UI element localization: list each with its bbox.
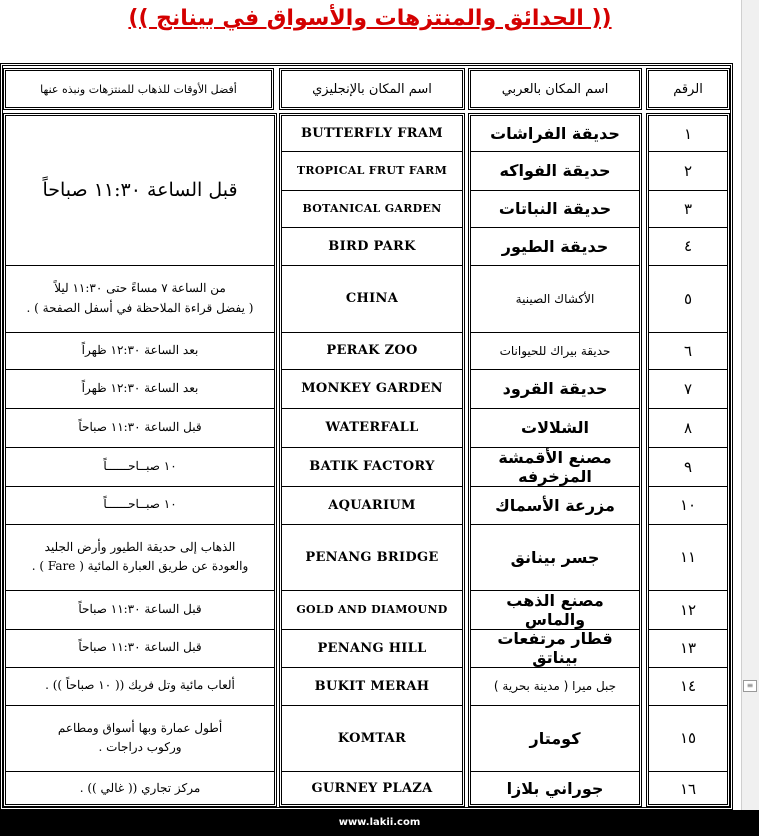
footer-url: www.lakii.com [0, 810, 759, 836]
time-row-12: قبل الساعة ١١:٣٠ صباحاً [78, 601, 202, 616]
row-number: ١١ [679, 548, 697, 566]
time-row-16: مركز تجاري (( غالي )) . [79, 780, 201, 795]
time-row-13: قبل الساعة ١١:٣٠ صباحاً [78, 640, 202, 655]
time-line: أطول عمارة وبها أسواق ومطاعم [57, 720, 223, 735]
row-number: ٣ [683, 199, 693, 218]
row-arabic-name: حديقة الفواكه [499, 161, 611, 180]
header-arabic-name: اسم المكان بالعربي [468, 68, 642, 110]
vertical-scrollbar[interactable] [741, 0, 759, 836]
row-english-name: CHINA [345, 291, 399, 306]
row-english-name: TROPICAL FRUT FARM [296, 164, 448, 177]
row-number: ٤ [683, 237, 693, 255]
time-row-11 [6, 524, 274, 590]
row-number: ١٥ [679, 729, 697, 747]
row-number: ١٢ [679, 600, 697, 619]
row-english-name: PENANG BRIDGE [305, 549, 439, 565]
row-arabic-name: حديقة القرود [502, 379, 608, 398]
row-english-name: BUKIT MERAH [314, 678, 430, 694]
row-english-name: PENANG HILL [317, 640, 427, 656]
row-english-name: WATERFALL [325, 420, 419, 435]
row-number: ٨ [683, 418, 693, 437]
row-arabic-name: الشلالات [521, 418, 589, 437]
row-arabic-name: جسر بينانق [510, 547, 600, 567]
row-english-name: BIRD PARK [328, 238, 416, 254]
time-row-9: ١٠ صبــاحــــــاً [103, 458, 177, 473]
row-arabic-name: مزرعة الأسماك [495, 495, 615, 515]
row-english-name: PERAK ZOO [326, 343, 418, 358]
row-number: ١٤ [679, 677, 697, 695]
row-arabic-name: حديقة الفراشات [490, 124, 620, 143]
time-line: والعودة عن طريق العبارة المائية ( Fare ) . [31, 559, 249, 573]
header-best-time: أفضل الأوقات للذهاب للمنتزهات ونبذه عنها [3, 68, 274, 110]
row-number: ٢ [683, 161, 693, 180]
row-english-name: GOLD AND DIAMOUND [296, 603, 448, 616]
time-line: وركوب دراجات . [98, 740, 182, 754]
row-number: ٥ [683, 289, 693, 308]
time-row-15 [6, 705, 274, 771]
row-number: ٩ [683, 457, 693, 476]
scroll-page-icon[interactable]: ≡ [743, 680, 757, 692]
time-row-1-4: قبل الساعة ١١:٣٠ صباحاً [42, 179, 238, 202]
row-arabic-name: حديقة الطيور [501, 236, 609, 256]
time-line: ( يفضل قراءة الملاحظة في أسفل الصفحة ) . [26, 300, 254, 315]
row-number: ١٠ [679, 496, 697, 514]
time-line: الذهاب إلى حديقة الطيور وأرض الجليد [44, 539, 236, 554]
row-number: ١٣ [679, 639, 697, 657]
row-number: ٦ [683, 341, 693, 360]
time-row-14: ألعاب مائية وتل فريك (( ١٠ صباحاً )) . [45, 678, 235, 693]
row-arabic-name: حديقة النباتات [498, 199, 612, 218]
row-arabic-name: جبل ميرا ( مدينة بحرية ) [493, 679, 617, 693]
row-english-name: KOMTAR [337, 730, 407, 746]
row-english-name: GURNEY PLAZA [311, 781, 433, 796]
row-number: ٧ [683, 379, 693, 398]
header-english-name: اسم المكان بالإنجليزي [279, 68, 465, 110]
row-arabic-name: مصنع الأقمشة المزخرفه [498, 447, 612, 486]
page-title: (( الحدائق والمنتزهات والأسواق في بينانج )) [128, 6, 612, 31]
row-arabic-name: حديقة بيراك للحيوانات [499, 343, 611, 358]
row-english-name: BOTANICAL GARDEN [302, 202, 442, 215]
row-arabic-name: مصنع الذهب والماس [506, 590, 604, 629]
time-row-7: بعد الساعة ١٢:٣٠ ظهراً [81, 380, 199, 395]
header-number: الرقم [646, 68, 730, 110]
row-number: ١ [683, 124, 693, 143]
row-english-name: AQUARIUM [328, 497, 416, 513]
time-row-6: بعد الساعة ١٢:٣٠ ظهراً [81, 342, 199, 357]
time-row-5 [6, 265, 274, 332]
row-arabic-name: قطار مرتفعات بيناتق [497, 629, 613, 667]
time-line: من الساعة ٧ مساءً حتى ١١:٣٠ ليلاً [54, 281, 226, 296]
row-arabic-name: كومتار [529, 728, 581, 748]
time-row-8: قبل الساعة ١١:٣٠ صباحاً [78, 419, 202, 434]
time-row-10: ١٠ صبــاحــــــاً [103, 497, 177, 512]
row-number: ١٦ [679, 779, 697, 798]
row-arabic-name: الأكشاك الصينية [515, 291, 595, 306]
row-english-name: MONKEY GARDEN [301, 381, 443, 396]
row-english-name: BUTTERFLY FRAM [301, 126, 443, 141]
row-english-name: BATIK FACTORY [309, 459, 435, 474]
row-arabic-name: جوراني بلازا [506, 779, 604, 798]
